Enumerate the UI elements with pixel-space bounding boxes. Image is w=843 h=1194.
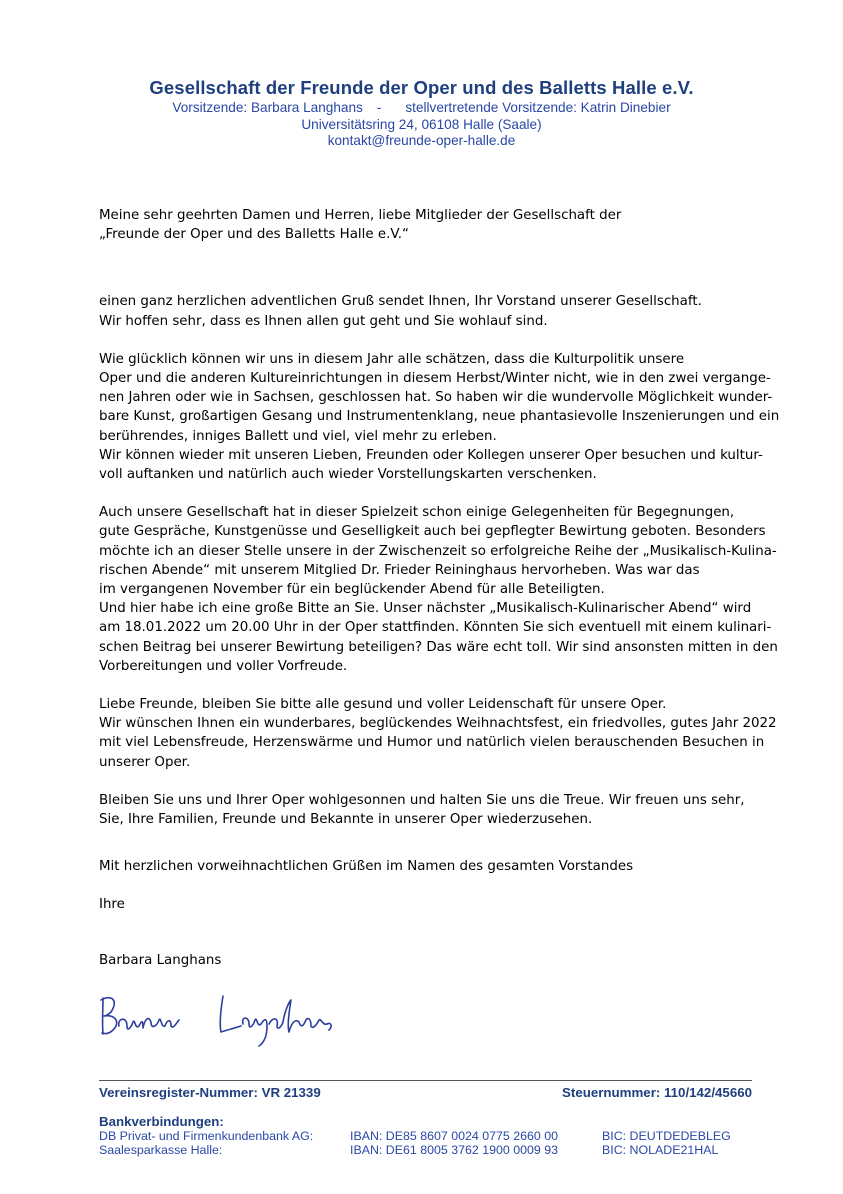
- organization-name: Gesellschaft der Freunde der Oper und des Balletts Halle e.V.: [149, 77, 694, 98]
- text-line: Liebe Freunde, bleiben Sie bitte alle gesund und voller Leidenschaft für unsere Oper.: [99, 697, 667, 713]
- board-line: [0, 100, 843, 117]
- text-line: unserer Oper.: [99, 754, 191, 770]
- bank-row: [99, 1143, 752, 1157]
- paragraph-culture: [99, 350, 780, 484]
- text-line: Wir können wieder mit unseren Lieben, Freunden oder Kollegen unserer Oper besuchen und kultur-: [99, 447, 763, 463]
- text-line: nen Jahren oder wie in Sachsen, geschlossen hat. So haben wir die wundervolle Möglichkeit wunder-: [99, 390, 773, 406]
- email-address: kontakt@freunde-oper-halle.de: [327, 133, 516, 148]
- signer-name: Barbara Langhans: [99, 953, 222, 968]
- text-line: einen ganz herzlichen adventlichen Gruß sendet Ihnen, Ihr Vorstand unserer Gesellschaft.: [99, 294, 702, 310]
- paragraph-wishes: [99, 695, 777, 772]
- bank-iban: IBAN: DE61 8005 3762 1900 0009 93: [350, 1143, 559, 1157]
- text-line: möchte ich an dieser Stelle unsere in der Zwischenzeit so erfolgreiche Reihe der „Musikalisch-Kulina-: [99, 543, 777, 559]
- salutation: [99, 206, 759, 244]
- tax-number: Steuernummer: 110/142/45660: [562, 1085, 752, 1100]
- bank-row: [99, 1129, 752, 1143]
- text-line: Oper und die anderen Kultureinrichtungen in diesem Herbst/Winter nicht, wie in den zwei vergange-: [99, 371, 771, 387]
- text-line: bare Kunst, großartigen Gesang und Instrumentenklang, neue phantasievolle Inszenierungen und ein: [99, 409, 780, 425]
- footer: [99, 1084, 752, 1157]
- salutation-line: Meine sehr geehrten Damen und Herren, liebe Mitglieder der Gesellschaft der: [99, 208, 622, 223]
- text-line: Vorbereitungen und voller Vorfreude.: [99, 658, 348, 674]
- bank-iban: IBAN: DE85 8607 0024 0775 2660 00: [350, 1129, 559, 1143]
- salutation-line: „Freunde der Oper und des Balletts Halle e.V.“: [99, 227, 409, 243]
- text-line: Wir hoffen sehr, dass es Ihnen allen gut geht und Sie wohlauf sind.: [99, 313, 548, 329]
- text-line: berührendes, inniges Ballett und viel, viel mehr zu erleben.: [99, 428, 497, 444]
- text-line: gute Gespräche, Kunstgenüsse und Geselligkeit auch bei gepflegter Bewirtung geboten. Besonders: [99, 524, 766, 540]
- register-number: Vereinsregister-Nummer: VR 21339: [99, 1085, 321, 1100]
- letterhead: [0, 76, 843, 150]
- address: Universitätsring 24, 06108 Halle (Saale): [301, 116, 542, 132]
- paragraph-society: [99, 503, 778, 676]
- text-line: im vergangenen November für ein beglückender Abend für alle Beteiligten.: [99, 582, 605, 598]
- text-line: Wir wünschen Ihnen ein wunderbares, beglückendes Weihnachtsfest, ein friedvolles, gutes Jahr 2022: [99, 716, 777, 732]
- text-line: mit viel Lebensfreude, Herzenswärme und Humor und natürlich vielen berauschenden Besuchen in: [99, 735, 765, 751]
- text-line: Wie glücklich können wir uns in diesem Jahr alle schätzen, dass die Kulturpolitik unsere: [99, 351, 685, 367]
- text-line: Sie, Ihre Familien, Freunde und Bekannte in unserer Oper wiederzusehen.: [99, 812, 593, 828]
- handwritten-signature: [97, 988, 347, 1048]
- text-line: rischen Abende“ mit unserem Mitglied Dr. Frieder Reininghaus hervorheben. Was war das: [99, 562, 700, 578]
- paragraph-greeting: [99, 292, 759, 330]
- bank-bic: BIC: DEUTDEDEBLEG: [602, 1129, 731, 1143]
- letter-body: [99, 206, 780, 829]
- footer-divider: [99, 1080, 752, 1081]
- vice-chair-name: stellvertretende Vorsitzende: Katrin Dinebier: [405, 100, 671, 115]
- bank-heading: Bankverbindungen:: [99, 1114, 224, 1129]
- closing-word: Ihre: [99, 897, 125, 912]
- registration-row: [99, 1084, 752, 1101]
- bank-name: DB Privat- und Firmenkundenbank AG:: [99, 1129, 314, 1143]
- text-line: Bleiben Sie uns und Ihrer Oper wohlgesonnen und halten Sie uns die Treue. Wir freuen uns sehr,: [99, 792, 745, 808]
- paragraph-loyalty: [99, 791, 759, 829]
- text-line: am 18.01.2022 um 20.00 Uhr in der Oper stattfinden. Könnten Sie sich eventuell mit einem kulinari-: [99, 620, 772, 636]
- text-line: Und hier habe ich eine große Bitte an Sie. Unser nächster „Musikalisch-Kulinarischer Abend“ wird: [99, 601, 752, 617]
- bank-name: Saalesparkasse Halle:: [99, 1143, 223, 1157]
- text-line: voll auftanken und natürlich auch wieder Vorstellungskarten verschenken.: [99, 467, 597, 483]
- bank-bic: BIC: NOLADE21HAL: [602, 1143, 719, 1157]
- board-separator: -: [376, 100, 382, 115]
- chair-name: Vorsitzende: Barbara Langhans: [172, 100, 363, 115]
- text-line: schen Beitrag bei unserer Bewirtung beteiligen? Das wäre echt toll. Wir sind ansonsten mitten in den: [99, 639, 778, 655]
- text-line: Auch unsere Gesellschaft hat in dieser Spielzeit schon einige Gelegenheiten für Begegnungen,: [99, 505, 735, 521]
- closing-line: Mit herzlichen vorweihnachtlichen Grüßen im Namen des gesamten Vorstandes: [99, 859, 634, 874]
